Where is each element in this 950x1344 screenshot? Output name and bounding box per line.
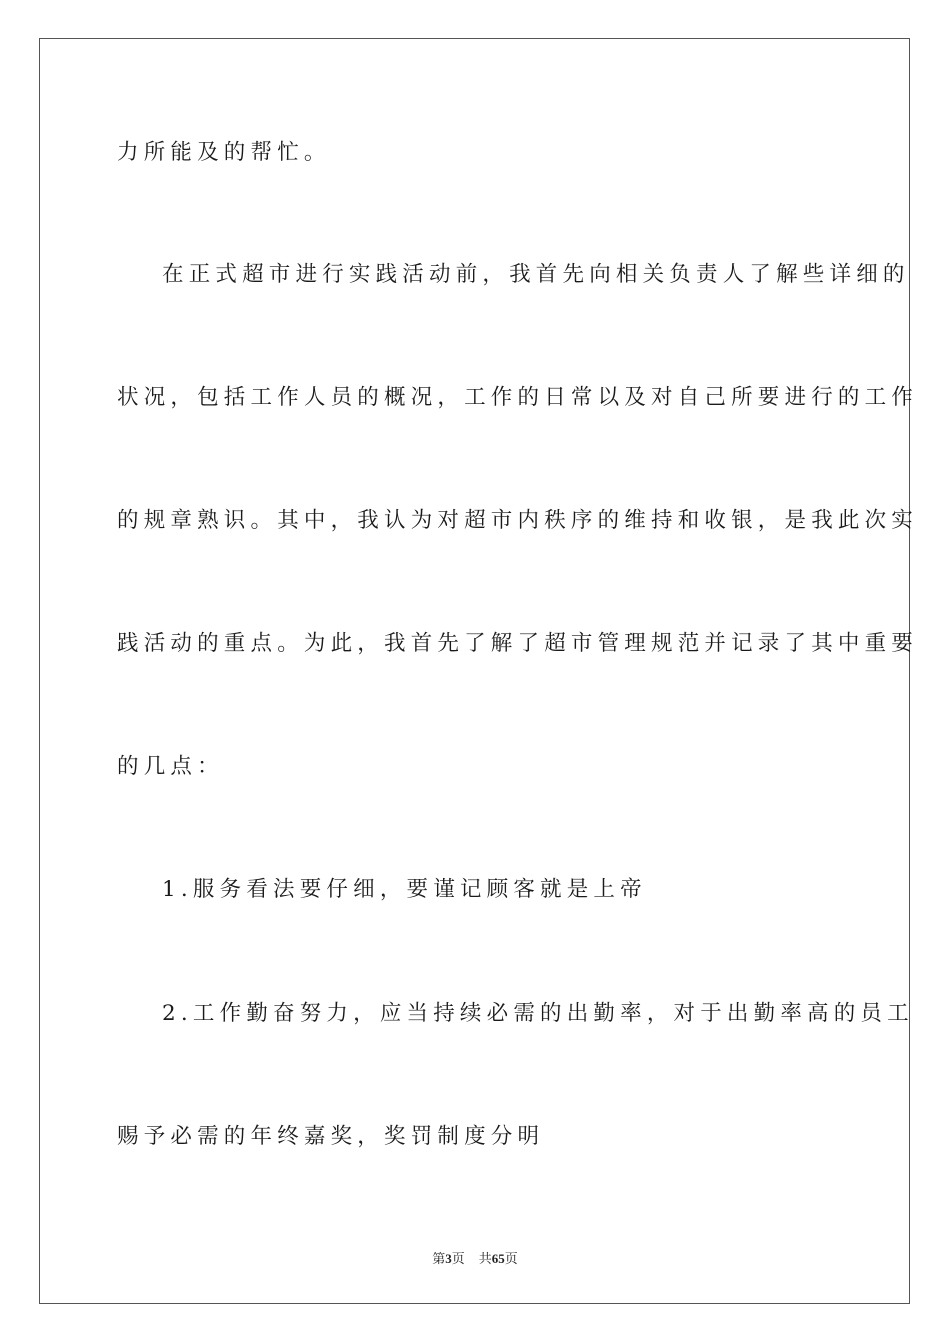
list-item-1: 1.服务看法要仔细，要谨记顾客就是上帝 (162, 877, 647, 902)
footer-page-total: 65 (491, 1251, 505, 1266)
list-item-2: 2.工作勤奋努力，应当持续必需的出勤率，对于出勤率高的员工 (162, 1001, 914, 1026)
body-text-line-1: 力所能及的帮忙。 (117, 140, 331, 165)
body-text-line-4: 的规章熟识。其中，我认为对超市内秩序的维持和收银，是我此次实 (117, 508, 919, 533)
list-item-2-continued: 赐予必需的年终嘉奖，奖罚制度分明 (117, 1124, 545, 1149)
body-text-line-3: 状况，包括工作人员的概况，工作的日常以及对自己所要进行的工作 (117, 385, 919, 410)
footer-total-suffix: 页 (504, 1251, 518, 1266)
footer-total-prefix: 共 (478, 1251, 492, 1266)
body-text-line-2: 在正式超市进行实践活动前，我首先向相关负责人了解些详细的 (162, 262, 910, 287)
page-frame (39, 38, 919, 1304)
body-text-line-6: 的几点： (117, 754, 224, 779)
footer-page-prefix: 第 (432, 1251, 446, 1266)
footer-page-current: 3 (445, 1251, 452, 1266)
page-footer (0, 1248, 950, 1267)
footer-page-suffix: 页 (451, 1251, 465, 1266)
body-text-line-5: 践活动的重点。为此，我首先了解了超市管理规范并记录了其中重要 (117, 631, 919, 656)
